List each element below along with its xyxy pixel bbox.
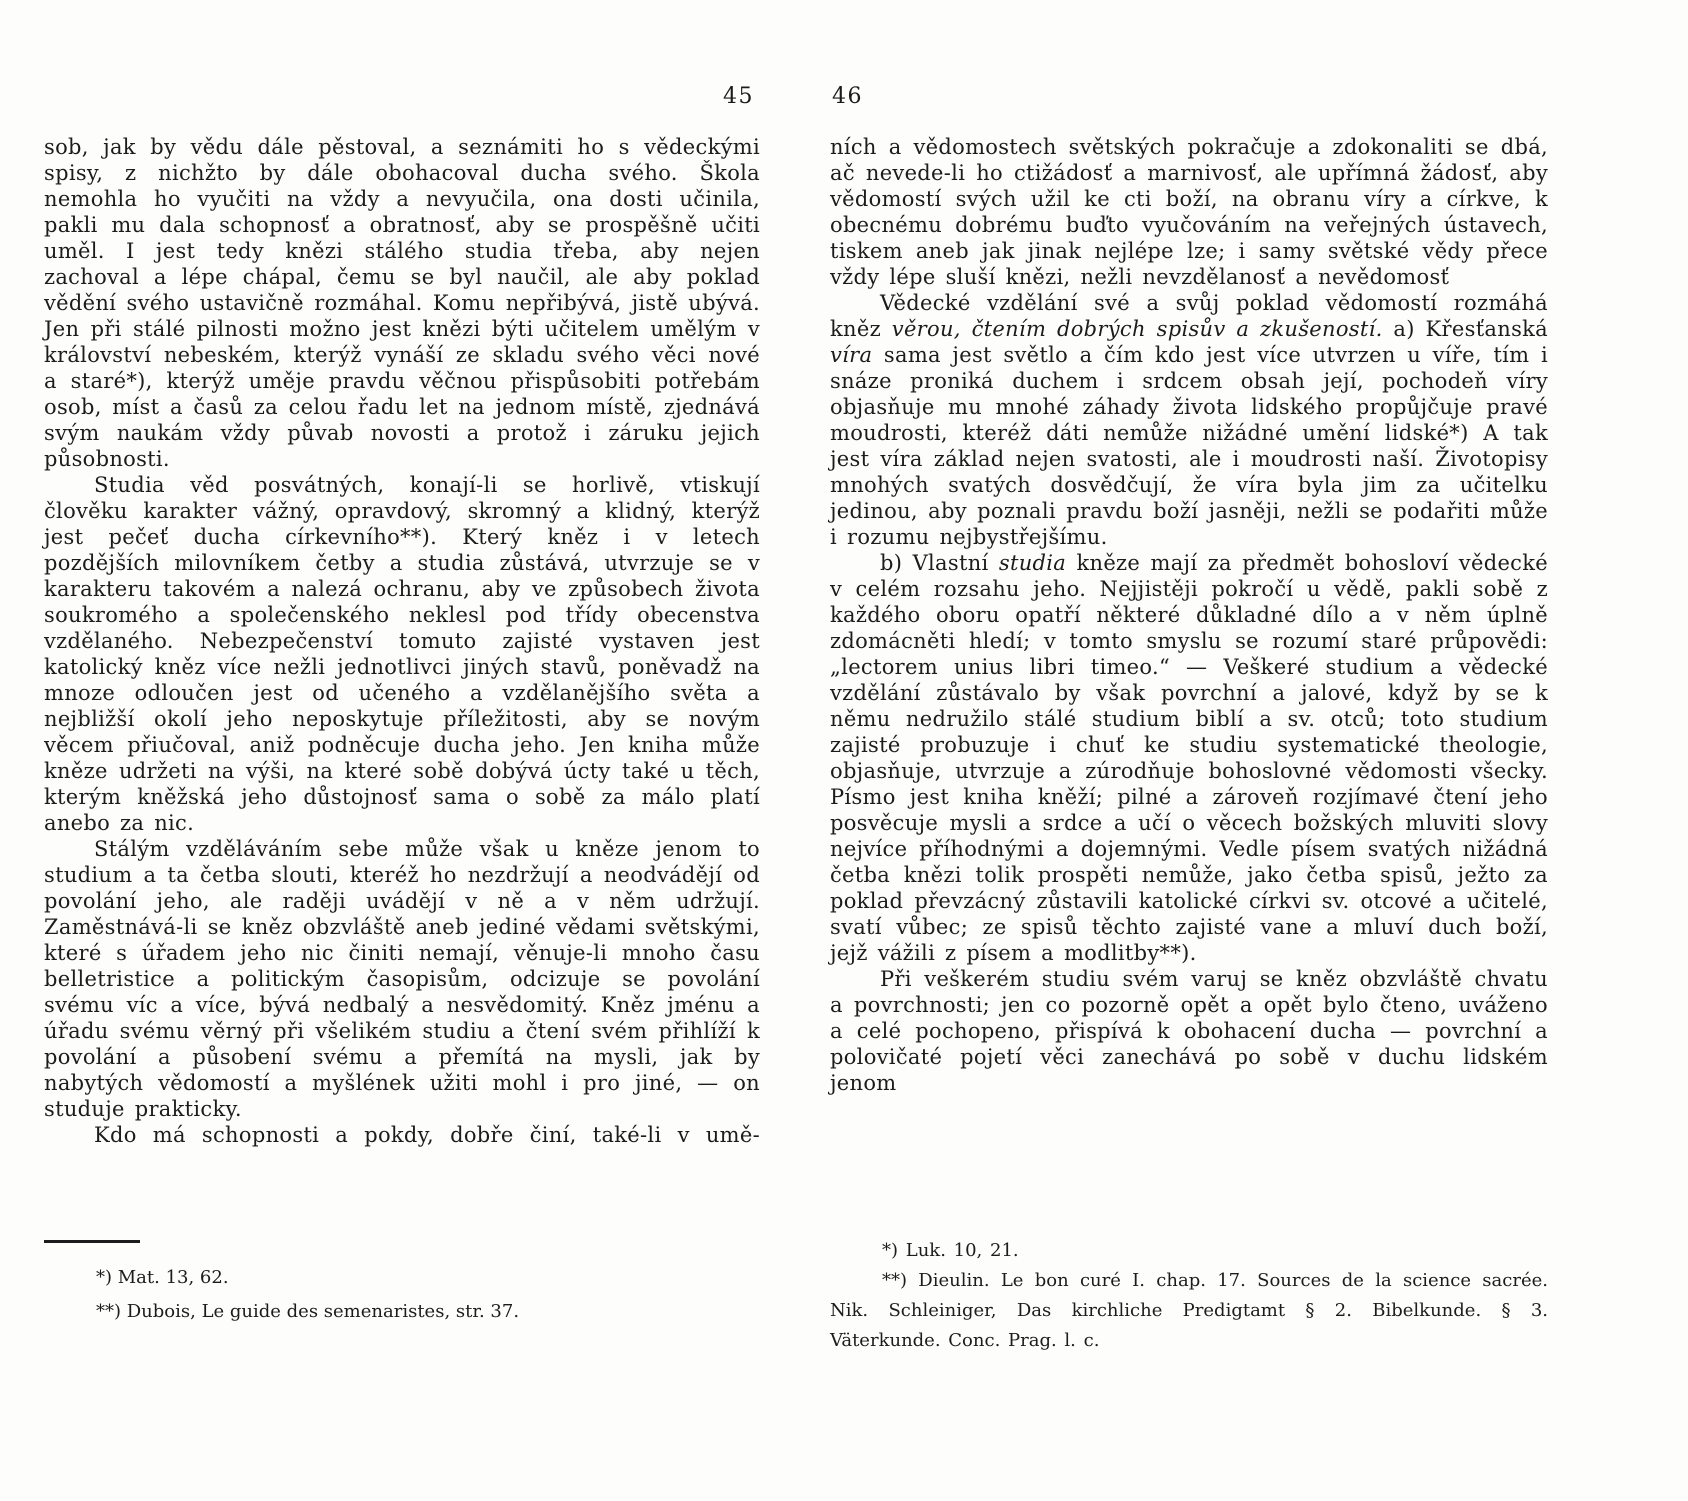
paragraph <box>830 134 1548 290</box>
text-segment: b) Vlastní <box>880 551 999 575</box>
text-segment-italic: studia <box>998 551 1067 575</box>
paragraph <box>830 966 1548 1096</box>
text-segment: a) Křesťanská <box>1382 317 1548 341</box>
text-segment: Studia věd posvátných, konají-li se horlivě, vtiskují člověku karakter vážný, opravdový, skromný a klidný, kterýž jest pečeť ducha církevního**). Který kněz i v letech pozdějších milovníkem četby a studia zůstává, utvrzuje se v karakteru takovém a nalezá ochranu, aby ve způsobech života soukromého a společenského neklesl pod třídy obecenstva vzdělaného. Nebezpečenství tomuto zajisté vystaven jest katolický kněz více nežli jednotlivci jiných stavů, poněvadž na mnoze odloučen jest od učeného a vzdělanějšího světa a nejbližší okolí jeho neposkytuje příležitosti, aby se novým věcem přiučoval, aniž podněcuje ducha jeho. Jen kniha může kněze udržeti na výši, na které sobě dobývá úcty také u těch, kterým kněžská jeho důstojnosť sama o sobě za málo platí anebo za nic. <box>44 473 760 835</box>
right-page <box>830 0 1548 1501</box>
footnote-separator <box>44 1240 140 1243</box>
paragraph <box>44 134 760 472</box>
text-segment: ních a vědomostech světských pokračuje a zdokonaliti se dbá, ač nevede-li ho ctižádosť a marnivosť, ale upřímná žádosť, aby vědomostí svých užil ke cti boží, na obranu víry a církve, k obecnému dobrému buďto vyučováním na veřejných ústavech, tiskem aneb jak jinak nejlépe lze; i samy světské vědy přece vždy lépe sluší knězi, nežli nevzdělanosť a nevědomosť <box>830 135 1548 289</box>
footnote: *) Mat. 13, 62. <box>96 1267 229 1288</box>
footnote: *) Luk. 10, 21. <box>882 1240 1019 1261</box>
footnote: **) Dieulin. Le bon curé I. chap. 17. Sources de la science sacrée. Nik. Schleiniger, Das kirchliche Predigtamt § 2. Bibelkunde. § 3. Väterkunde. Conc. Prag. l. c. <box>830 1270 1548 1351</box>
text-segment-italic: víra <box>830 343 873 367</box>
text-segment-italic: věrou, čtením dobrých spisův a zkušeností. <box>891 317 1383 341</box>
paragraph <box>44 836 760 1122</box>
text-segment: Stálým vzděláváním sebe může však u kněze jenom to studium a ta četba slouti, kteréž ho nezdržují a neodvádějí od povolání jeho, ale raději uvádějí v ně a v něm udržují. Zaměstnává-li se kněz obzvláště aneb jediné vědami světskými, které s úřadem jeho nic činiti nemají, věnuje-li mnoho času belletristice a politickým časopisům, odcizuje se povolání svému víc a více, bývá nedbalý a nesvědomitý. Kněz jménu a úřadu svému věrný při všelikém studiu a čtení svém přihlíží k povolání a působení svému a přemítá na mysli, jak by nabytých vědomostí a myšlének užiti mohl i pro jiné, — on studuje prakticky. <box>44 837 760 1121</box>
footnotes <box>830 1236 1548 1356</box>
paragraph <box>44 1122 760 1148</box>
text-segment: kněze mají za předmět bohosloví vědecké v celém rozsahu jeho. Nejjistěji pokročí u vědě, pakli sobě z každého oboru opatří některé důkladné dílo a v něm úplně zdomácněti hledí; v tomto smyslu se rozumí staré průpovědi: „lectorem unius libri timeo.“ — Veškeré studium a vědecké vzdělání zůstávalo by však povrchní a jalové, když by se k němu nedružilo stálé studium biblí a sv. otců; toto studium zajisté probuzuje i chuť ke studiu systematické theologie, objasňuje, utvrzuje a zúrodňuje bohoslovné vědomosti všecky. Písmo jest kniha kněží; pilné a zároveň rozjímavé čtení jeho posvěcuje mysli a srdce a učí o věcech božských mluviti slovy nejvíce příhodnými a dojemnými. Vedle písem svatých nižádná četba knězi tolik prospěti nemůže, jako četba spisů, ježto za poklad převzácný zůstavili katolické církvi sv. otcové a učitelé, svatí vůbec; ze spisů těchto zajisté vane a mluví duch boží, jejž vážili z písem a modlitby**). <box>830 551 1548 965</box>
text-segment: Při veškerém studiu svém varuj se kněz obzvláště chvatu a povrchnosti; jen co pozorně opět a opět bylo čteno, uváženo a celé pochopeno, přispívá k obohacení ducha — povrchní a polovičaté pojetí věci zanechává po sobě v duchu lidském jenom <box>830 967 1548 1095</box>
text-segment: Vědecké vzdělání své a svůj poklad vědomostí rozmáhá kněz <box>830 291 1548 341</box>
paragraph <box>44 472 760 836</box>
text-segment: Kdo má schopnosti a pokdy, dobře činí, také-li v umě- <box>94 1123 760 1147</box>
page-number: 45 <box>723 84 754 109</box>
text-segment: sob, jak by vědu dále pěstoval, a seznámiti ho s vědeckými spisy, z nichžto by dále obohacoval ducha svého. Škola nemohla ho vyučiti na vždy a nevyučila, ona dosti učinila, pakli mu dala schopnosť a obratnosť, aby se prospěšně učiti uměl. I jest tedy knězi stálého studia třeba, aby nejen zachoval a lépe chápal, čemu se byl naučil, ale aby poklad vědění svého ustavičně rozmáhal. Komu nepřibývá, jistě ubývá. Jen při stálé pilnosti možno jest knězi býti učitelem umělým v království nebeském, kterýž vynáší ze skladu svého věci nové a staré*), kterýž uměje pravdu věčnou přispůsobiti potřebám osob, míst a časů za celou řadu let na jednom místě, zjednává svým naukám vždy půvab novosti a protož i záruku jejich působnosti. <box>44 135 760 471</box>
paragraph <box>830 550 1548 966</box>
page-number: 46 <box>832 84 863 109</box>
text-segment: sama jest světlo a čím kdo jest více utvrzen u víře, tím i snáze proniká duchem i srdcem obsah její, pochodeň víry objasňuje mu mnohé záhady života lidského propůjčuje pravé moudrosti, kteréž dáti nemůže nižádné umění lidské*) A tak jest víra základ nejen svatosti, ale i moudrosti naší. Životopisy mnohých svatých dosvědčují, že víra byla jim za učitelku jedinou, aby poznali pravdu boží jasněji, nežli se podařiti může i rozumu nejbystřejšímu. <box>830 343 1548 549</box>
paragraph <box>830 290 1548 550</box>
page-body <box>830 134 1548 1096</box>
page-body <box>44 134 760 1148</box>
footnotes <box>44 1240 760 1331</box>
footnote: **) Dubois, Le guide des semenaristes, str. 37. <box>96 1301 520 1322</box>
left-page <box>44 0 760 1501</box>
